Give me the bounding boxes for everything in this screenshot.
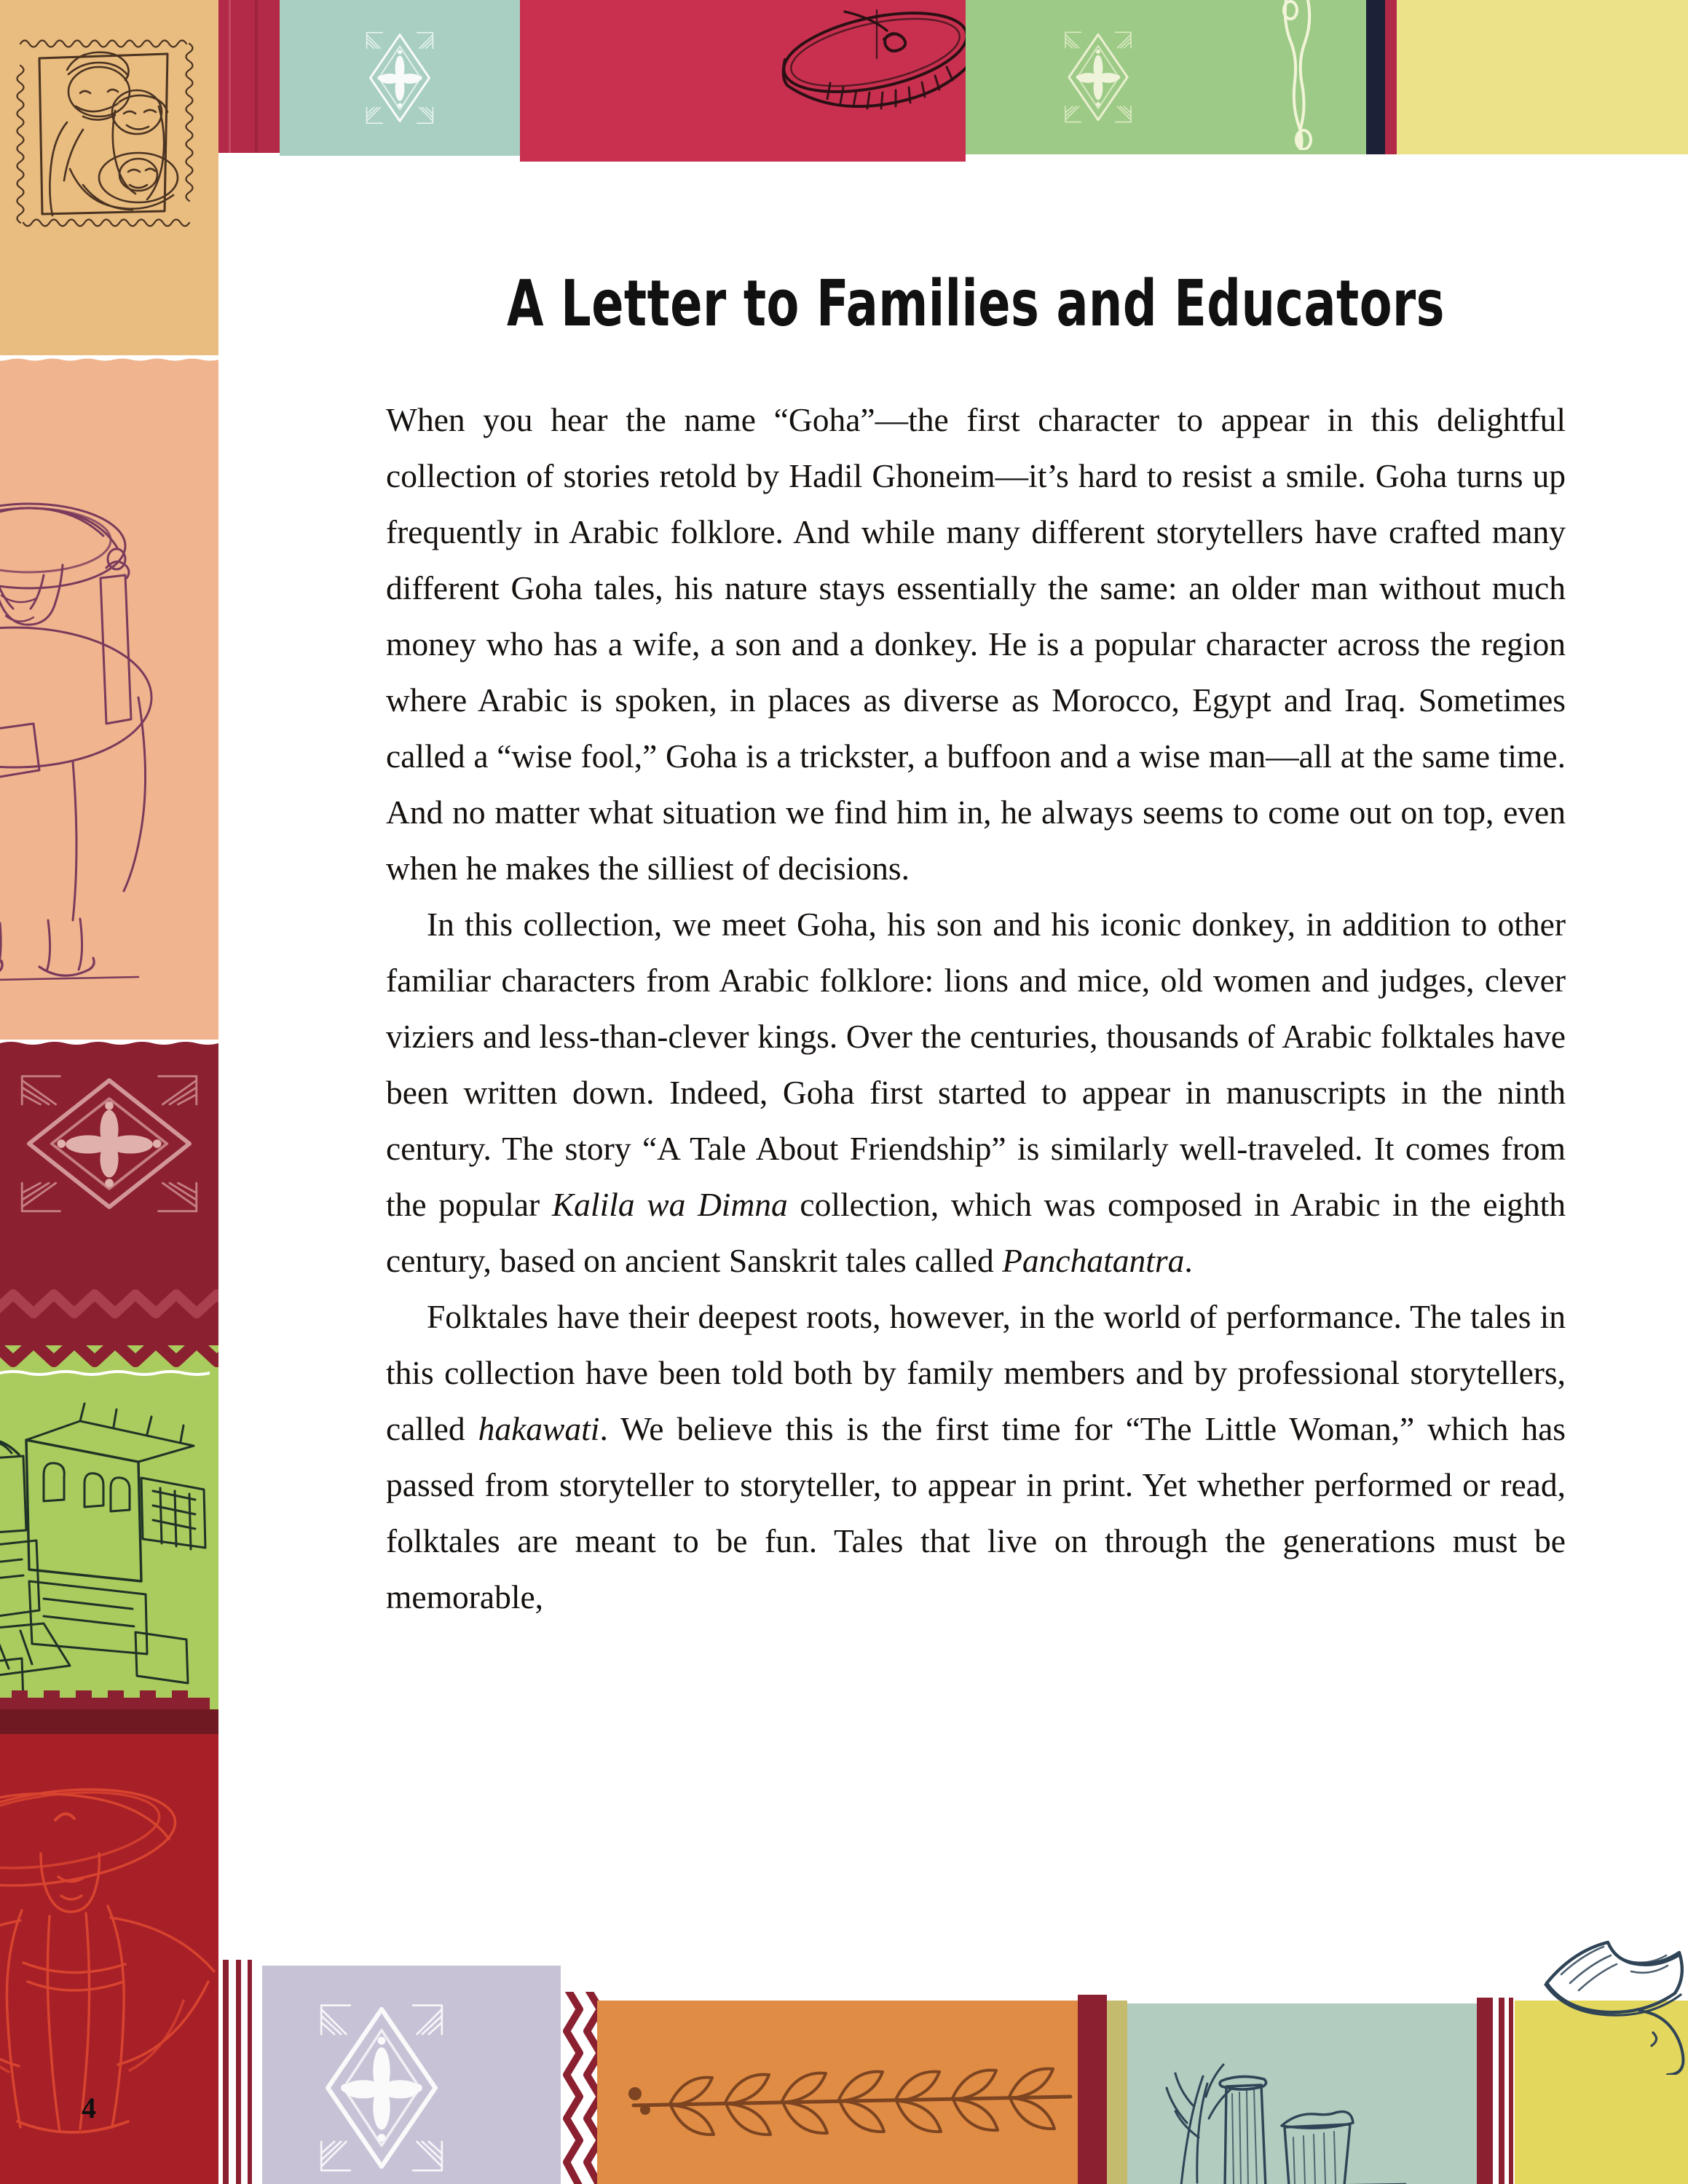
family-stamp-sketch <box>13 20 204 246</box>
seated-man-sketch <box>0 479 218 989</box>
diamond-cross-motif <box>274 2003 489 2173</box>
page-title: A Letter to Families and Educators <box>507 267 1445 341</box>
letter-body <box>386 392 1566 1625</box>
content-card <box>218 163 1688 1954</box>
page-number: 4 <box>82 2092 96 2124</box>
crimson-band-top <box>218 0 280 153</box>
tambourine-panel <box>520 0 966 162</box>
olive-branch-sketch <box>619 2034 1085 2180</box>
letter-content <box>386 267 1566 1625</box>
paragraph-3: Folktales have their deepest roots, however, in the world of performance. The tales in this collection have been told both by family members and by professional storytellers, called hakawati. We believe this is the first time for “The Little Woman,” which has passed from storyteller to storyteller, to appear in print. Yet whether performed or read, folktales are meant to be fun. Tales that live on through the generations must be memorable, <box>386 1298 1566 1615</box>
orange-branch-panel <box>597 2001 1092 2184</box>
hanging-lamp-sketch <box>1257 0 1337 150</box>
zigzag-band-bottom <box>0 1690 218 1709</box>
olive-edge-strip <box>1107 2001 1127 2184</box>
navy-stripe-top <box>1366 0 1385 154</box>
crimson-rules-bottom <box>218 1960 262 2184</box>
deep-red-figure-panel <box>0 1709 218 2184</box>
crimson-rules-far-right <box>1477 1998 1515 2184</box>
diamond-cross-motif <box>296 31 503 124</box>
green-diamond-panel <box>966 0 1231 154</box>
paragraph-1: When you hear the name “Goha”—the first character to appear in this delightful collection of stories retold by Hadil Ghoneim—it’s hard to resist a smile. Goha turns up frequently in Arabic folklore. And while many different storytellers have crafted many different Goha tales, his nature stays essentially the same: an older man without much money who has a wife, a son and a donkey. He is a popular character across the region where Arabic is spoken, in places as diverse as Morocco, Egypt and Iraq. Sometimes called a “wise fool,” Goha is a trickster, a buffoon and a wise man—all at the same time. And no matter what situation we find him in, he always seems to come out on top, even when he makes the silliest of decisions. <box>386 401 1566 887</box>
green-architecture-panel <box>0 1345 218 1709</box>
lavender-diamond-panel <box>262 1966 561 2184</box>
village-houses-sketch <box>0 1392 218 1705</box>
diamond-cross-motif <box>984 31 1212 123</box>
tambourine-sketch <box>768 7 966 124</box>
zigzag-band <box>0 1289 218 1321</box>
pale-yellow-panel <box>1397 0 1688 154</box>
maroon-diamond-panel <box>0 1040 218 1345</box>
mint-diamond-panel <box>280 0 520 156</box>
green-diamond-panel-right <box>1231 0 1366 154</box>
diamond-cross-motif <box>4 1073 214 1214</box>
peach-seated-man-panel <box>0 355 218 1040</box>
crimson-hairline-top <box>1385 0 1397 154</box>
jars-and-reeds-sketch <box>1149 2035 1411 2184</box>
maroon-top-bar <box>0 1709 218 1734</box>
sage-vessels-panel <box>1127 2003 1477 2184</box>
turbaned-figure-sketch <box>0 1768 218 2175</box>
sand-left-continuation <box>0 291 218 355</box>
paragraph-2: In this collection, we meet Goha, his son and his iconic donkey, in addition to other familiar characters from Arabic folklore: lions and mice, old women and judges, clever viziers and less-than-clever kings. Over the centuries, thousands of Arabic folktales have been written down. Indeed, Goha first started to appear in manuscripts in the ninth century. The story “A Tale About Friendship” is similarly well-traveled. It comes from the popular Kalila wa Dimna collection, which was composed in Arabic in the eighth century, based on ancient Sanskrit tales called Panchatantra. <box>386 906 1566 1279</box>
crimson-rules-bottom-right <box>1078 1995 1107 2184</box>
zigzag-band-top <box>0 1345 218 1367</box>
open-book-sketch <box>1537 1929 1688 2075</box>
